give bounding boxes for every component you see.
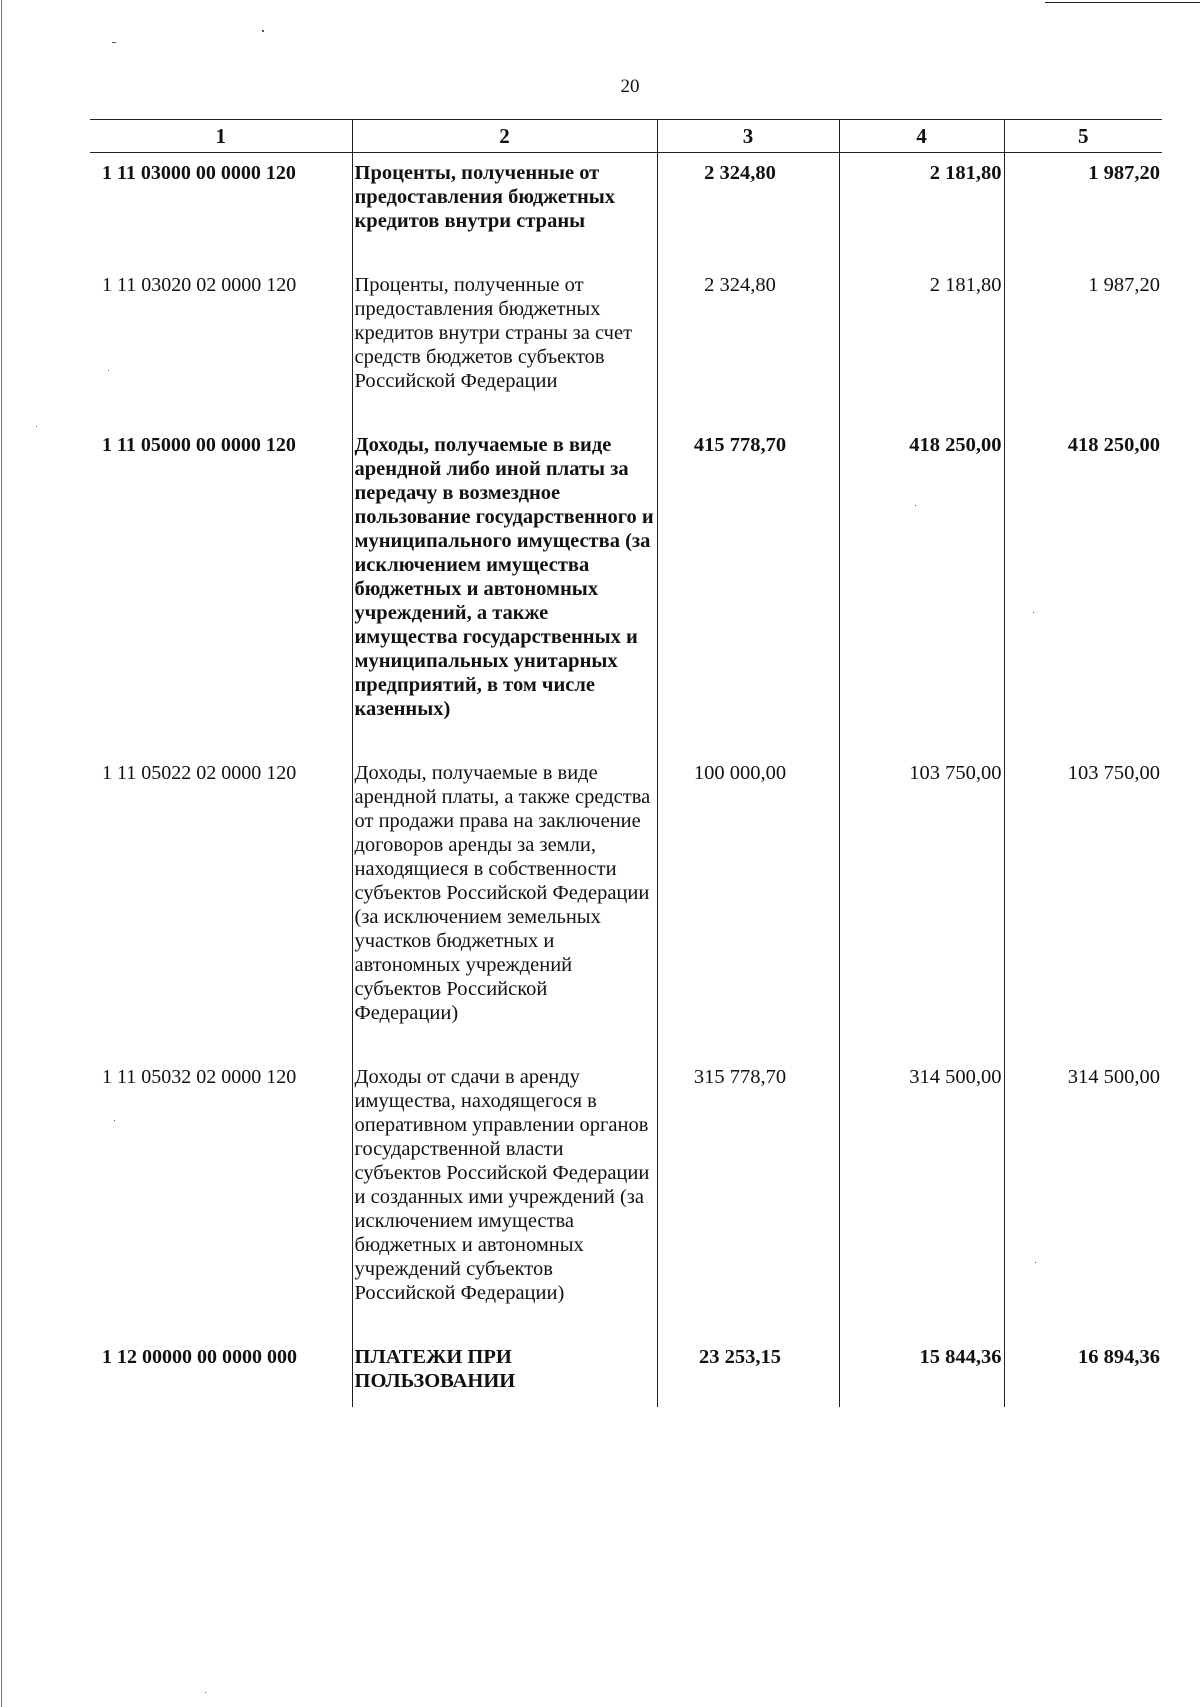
value-col-3: 415 778,70 [657,425,839,753]
value-col-3: 2 324,80 [657,265,839,425]
value-col-5: 103 750,00 [1004,753,1162,1057]
table-row [90,153,1162,266]
column-header-4: 4 [839,120,1004,153]
value-col-4: 103 750,00 [839,753,1004,1057]
value-col-4: 2 181,80 [839,265,1004,425]
table-row [90,1057,1162,1337]
column-header-2: 2 [352,120,657,153]
budget-code: 1 11 03020 02 0000 120 [102,274,297,296]
value-col-3: 2 324,80 [657,153,839,266]
header-row [90,120,1162,153]
table-row [90,753,1162,1057]
column-header-3: 3 [657,120,839,153]
value-col-5: 418 250,00 [1004,425,1162,753]
column-header-5: 5 [1004,120,1162,153]
value-col-4: 418 250,00 [839,425,1004,753]
value-col-4: 314 500,00 [839,1057,1004,1337]
table-row [90,425,1162,753]
scan-left-edge [1,0,2,1707]
budget-revenue-table [90,119,1162,1407]
budget-code: 1 11 05032 02 0000 120 [102,1066,297,1088]
revenue-name: Доходы, получаемые в виде арендной либо иной платы за передачу в возмездное пользование государственного и муниципального имущества (за исключением имущества бюджетных и автономных учреждений, а также имущества государственных и муниципальных унитарных предприятий, в том числе казенных) [352,425,657,753]
value-col-4: 15 844,36 [839,1337,1004,1407]
value-col-5: 314 500,00 [1004,1057,1162,1337]
table-row [90,1337,1162,1407]
column-header-1: 1 [90,120,352,153]
budget-code: 1 12 00000 00 0000 000 [102,1346,297,1368]
budget-code: 1 11 03000 00 0000 120 [102,162,296,184]
scan-top-rule [1045,2,1200,3]
budget-code: 1 11 05022 02 0000 120 [102,762,297,784]
value-col-5: 1 987,20 [1004,265,1162,425]
value-col-4: 2 181,80 [839,153,1004,266]
revenue-name: Доходы от сдачи в аренду имущества, находящегося в оперативном управлении органов государственной власти субъектов Российской Федерации и созданных ими учреждений (за исключением имущества бюджетных и автономных учреждений субъектов Российской Федерации) [352,1057,657,1337]
value-col-3: 315 778,70 [657,1057,839,1337]
revenue-name: Проценты, полученные от предоставления бюджетных кредитов внутри страны [352,153,657,266]
value-col-5: 1 987,20 [1004,153,1162,266]
revenue-name: ПЛАТЕЖИ ПРИ ПОЛЬЗОВАНИИ [352,1337,657,1407]
revenue-name: Доходы, получаемые в виде арендной платы, а также средства от продажи права на заключение договоров аренды за земли, находящиеся в собственности субъектов Российской Федерации (за исключением земельных участков бюджетных и автономных учреждений субъектов Российской Федерации) [352,753,657,1057]
value-col-3: 100 000,00 [657,753,839,1057]
budget-code: 1 11 05000 00 0000 120 [102,434,296,456]
table-row [90,265,1162,425]
page-number: 20 [620,76,640,97]
revenue-name: Проценты, полученные от предоставления бюджетных кредитов внутри страны за счет средств бюджетов субъектов Российской Федерации [352,265,657,425]
value-col-5: 16 894,36 [1004,1337,1162,1407]
value-col-3: 23 253,15 [657,1337,839,1407]
